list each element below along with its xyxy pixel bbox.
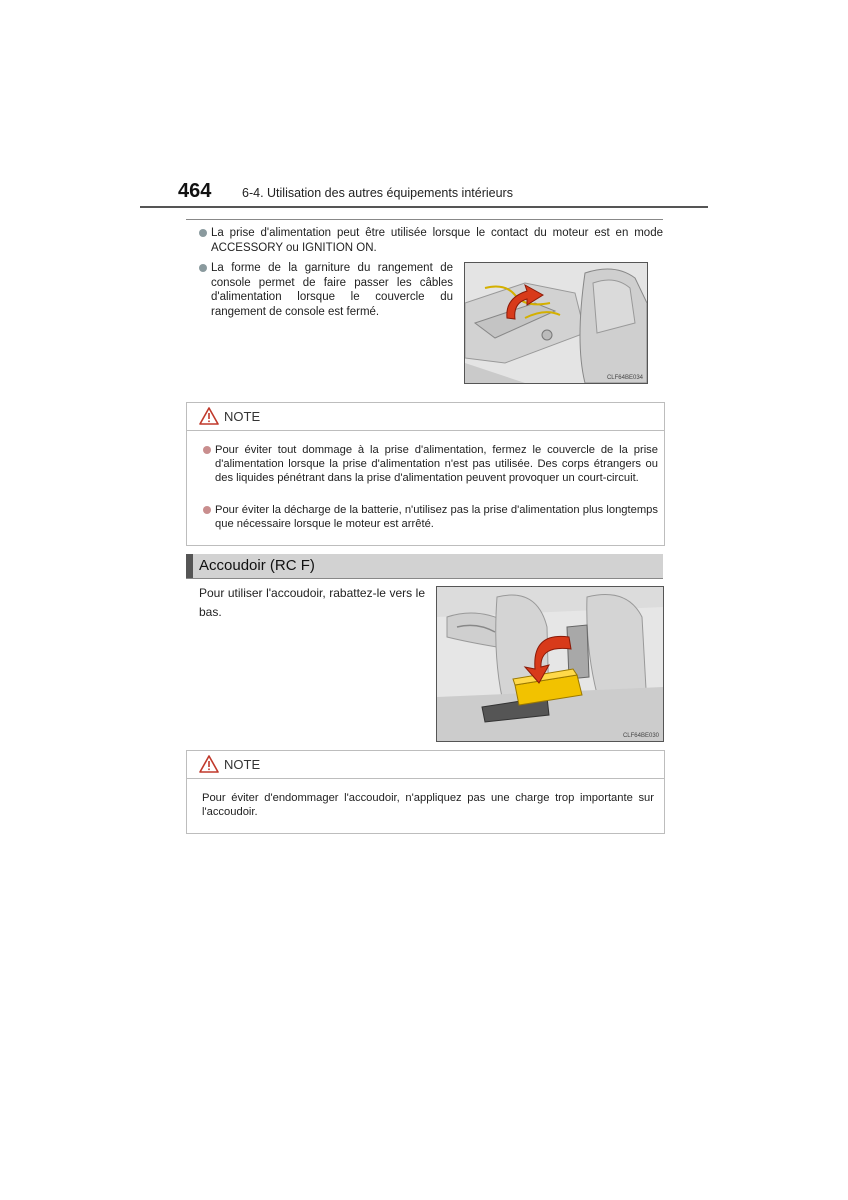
intro-bullet [199, 261, 453, 319]
bullet-dot-icon [203, 446, 211, 454]
bullet-dot-icon [199, 264, 207, 272]
warning-icon [199, 407, 219, 425]
armrest-illustration [436, 586, 664, 742]
content-divider [186, 219, 663, 220]
header-divider [140, 206, 708, 208]
note-box [186, 750, 665, 834]
note-header [187, 751, 664, 779]
note-text: Pour éviter d'endommager l'accoudoir, n'appliquez pas une charge trop importante sur l'accoudoir. [202, 792, 654, 819]
note-label: NOTE [224, 409, 261, 424]
section-divider [186, 578, 663, 579]
intro-bullet-text: La forme de la garniture du rangement de console permet de faire passer les câbles d'alimentation lorsque le couvercle du rangement de console est fermé. [211, 262, 453, 318]
section-marker [186, 554, 193, 578]
figure-code: CLF64BE034 [606, 375, 643, 381]
bullet-dot-icon [203, 506, 211, 514]
armrest-drawing [437, 587, 663, 741]
section-header: 6-4. Utilisation des autres équipements intérieurs [242, 186, 513, 200]
note-item [203, 443, 658, 486]
note-item [203, 503, 658, 531]
bullet-dot-icon [199, 229, 207, 237]
figure-code: CLF64BE030 [622, 733, 659, 739]
note-item-text: Pour éviter tout dommage à la prise d'alimentation, fermez le couvercle de la prise d'alimentation lorsque la prise d'alimentation n'est pas utilisée. Des corps étrangers ou des liquides pénétrant dans la prise d'alimentation peuvent provoquer un court-circuit. [215, 444, 658, 485]
page-number: 464 [178, 180, 212, 202]
armrest-instruction: Pour utiliser l'accoudoir, rabattez-le vers le bas. [199, 586, 425, 619]
note-header [187, 403, 664, 431]
section-title-bar [186, 554, 663, 578]
warning-icon [199, 755, 219, 773]
note-label: NOTE [224, 757, 261, 772]
console-illustration [464, 262, 648, 384]
note-item-text: Pour éviter la décharge de la batterie, n'utilisez pas la prise d'alimentation plus longtemps que nécessaire lorsque le moteur est arrêté. [215, 504, 658, 531]
note-box [186, 402, 665, 546]
console-drawing [465, 263, 647, 383]
intro-bullet-text: La prise d'alimentation peut être utilisée lorsque le contact du moteur est en mode ACCESSORY ou IGNITION ON. [211, 227, 663, 254]
intro-bullet [199, 226, 663, 255]
section-title: Accoudoir (RC F) [199, 557, 315, 574]
